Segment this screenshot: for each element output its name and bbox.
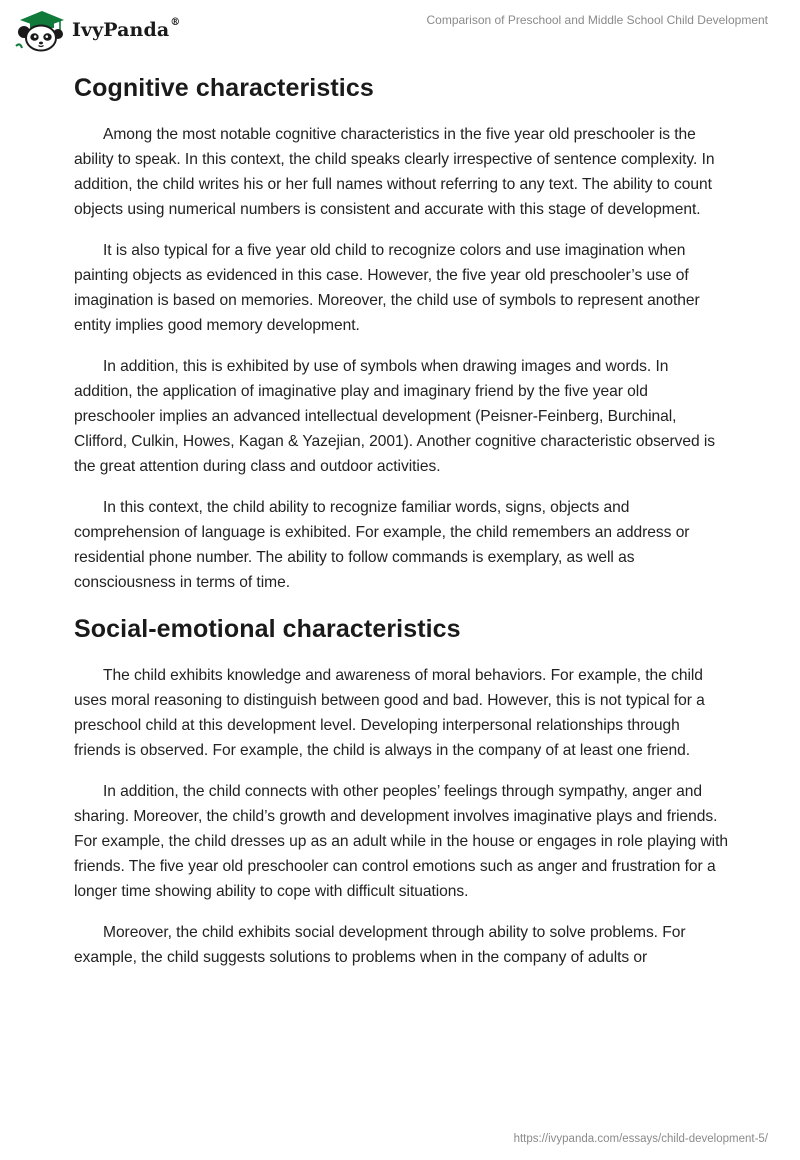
document-title: Comparison of Preschool and Middle School Child Development xyxy=(426,13,768,27)
brand-name: IvyPanda® xyxy=(72,17,181,41)
section-heading-social-emotional: Social-emotional characteristics xyxy=(74,615,461,643)
source-url[interactable]: https://ivypanda.com/essays/child-development-5/ xyxy=(513,1133,768,1145)
paragraph: In addition, this is exhibited by use of symbols when drawing images and words. In addition, the application of imaginative play and imaginary friend by the five year old preschooler implies an advanced intellectual development (Peisner-Feinberg, Burchinal, Clifford, Culkin, Howes, Kagan & Yazejian, 2001). Another cognitive characteristic observed is the great attention during class and outdoor activities. xyxy=(74,358,716,475)
paragraph: The child exhibits knowledge and awareness of moral behaviors. For example, the child uses moral reasoning to distinguish between good and bad. However, this is not typical for a preschool child at this development level. Developing interpersonal relationships through friends is observed. For example, the child is always in the company of at least one friend. xyxy=(74,667,705,759)
paragraph: Among the most notable cognitive characteristics in the five year old preschooler is the ability to speak. In this context, the child speaks clearly irrespective of sentence complexity. In addition, the child writes his or her full names without referring to any text. The ability to count objects using numerical numbers is consistent and accurate with this stage of development. xyxy=(74,126,715,218)
essay-body xyxy=(74,72,730,986)
paragraph: It is also typical for a five year old child to recognize colors and use imagination when painting objects as evidenced in this case. However, the five year old preschooler’s use of imagination is based on memories. Moreover, the child use of symbols to represent another entity implies good memory development. xyxy=(74,242,700,334)
brand-logo[interactable] xyxy=(12,8,180,52)
paragraph: In this context, the child ability to recognize familiar words, signs, objects and comprehension of language is exhibited. For example, the child remembers an address or residential phone number. The ability to follow commands is exemplary, as well as consciousness in terms of time. xyxy=(74,499,690,591)
panda-graduate-icon xyxy=(12,8,70,52)
registered-mark: ® xyxy=(170,17,181,28)
paragraph: In addition, the child connects with other peoples’ feelings through sympathy, anger and sharing. Moreover, the child’s growth and development involves imaginative plays and friends. For example, the child dresses up as an adult while in the house or engages in role playing with friends. The five year old preschooler can control emotions such as anger and frustration for a longer time showing ability to cope with difficult situations. xyxy=(74,783,728,900)
section-heading-cognitive: Cognitive characteristics xyxy=(74,74,374,102)
paragraph: Moreover, the child exhibits social development through ability to solve problems. For example, the child suggests solutions to problems when in the company of adults or xyxy=(74,924,686,966)
page-header xyxy=(0,0,800,60)
